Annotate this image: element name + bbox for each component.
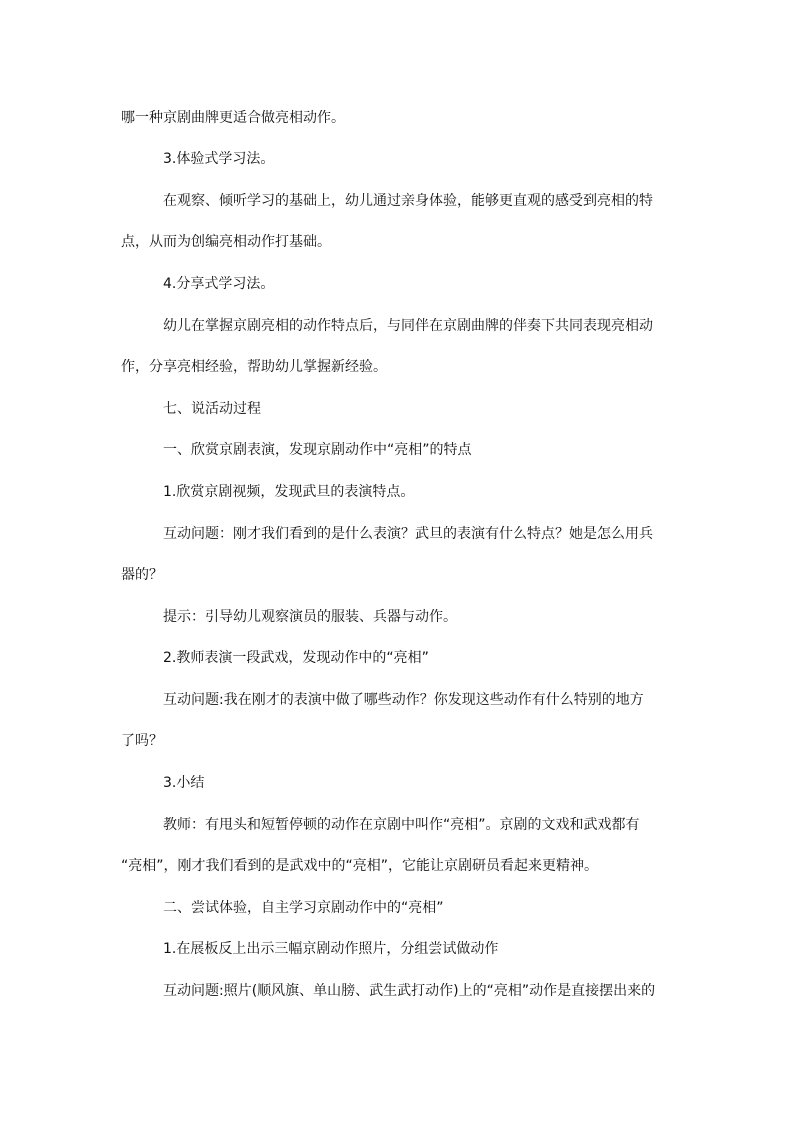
paragraph-line: 了吗？ [121, 733, 163, 749]
section-heading: 七、说活动过程 [163, 401, 261, 417]
paragraph-line: 器的？ [121, 567, 163, 583]
paragraph-line: “亮相”，刚才我们看到的是武戏中的“亮相”，它能让京剧研员看起来更精神。 [121, 858, 599, 874]
section-heading: 1.欣赏京剧视频，发现武旦的表演特点。 [163, 484, 415, 500]
paragraph-line: 教师：有甩头和短暂停顿的动作在京剧中叫作“亮相”。京剧的文戏和武戏都有 [163, 817, 640, 833]
section-heading: 4.分享式学习法。 [163, 276, 275, 292]
paragraph-line: 互动问题:我在刚才的表演中做了哪些动作？你发现这些动作有什么特别的地方 [163, 692, 644, 708]
text-line: 哪一种京剧曲牌更适合做亮相动作。 [121, 110, 345, 126]
section-heading: 2.教师表演一段武戏，发现动作中的“亮相” [163, 650, 429, 666]
section-heading: 1.在展板反上出示三幅京剧动作照片，分组尝试做动作 [163, 941, 499, 957]
paragraph-line: 提示：引导幼儿观察演员的服装、兵器与动作。 [163, 609, 457, 625]
paragraph-line: 幼儿在掌握京剧亮相的动作特点后，与同伴在京剧曲牌的伴奏下共同表现亮相动 [163, 318, 653, 334]
paragraph-line: 点，从而为创编亮相动作打基础。 [121, 234, 331, 250]
paragraph-line: 互动问题:照片(顺风旗、单山膀、武生武打动作)上的“亮相”动作是直接摆出来的 [163, 983, 656, 999]
paragraph-line: 作，分享亮相经验，帮助幼儿掌握新经验。 [121, 359, 387, 375]
section-heading: 3.体验式学习法。 [163, 151, 275, 167]
paragraph-line: 互动问题：刚才我们看到的是什么表演？武旦的表演有什么特点？她是怎么用兵 [163, 526, 653, 542]
paragraph-line: 在观察、倾听学习的基础上，幼儿通过亲身体验，能够更直观的感受到亮相的特 [163, 193, 653, 209]
section-heading: 一、欣赏京剧表演，发现京剧动作中“亮相”的特点 [163, 442, 472, 458]
section-heading: 3.小结 [163, 775, 205, 791]
section-heading: 二、尝试体验，自主学习京剧动作中的“亮相” [163, 900, 444, 916]
